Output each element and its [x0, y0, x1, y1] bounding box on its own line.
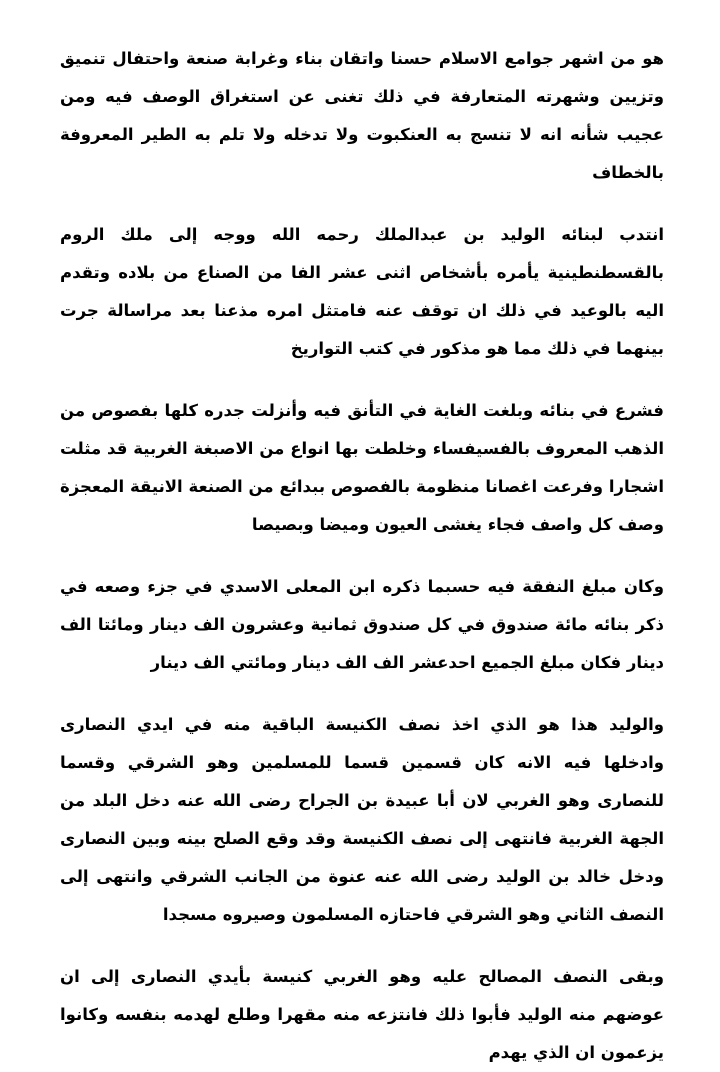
paragraph-2: انتدب لبنائه الوليد بن عبدالملك رحمه الله ووجه إلى ملك الروم بالقسطنطينية يأمره بأشخاص اثنى عشر الفا من الصناع من بلاده وتقدم اليه بالوعيد في ذلك ان توقف عنه فامتثل امره مذعنا بعد مراسالة جرت بينهما في ذلك مما هو مذكور في كتب التواريخ [60, 225, 664, 358]
paragraph-4: وكان مبلغ النفقة فيه حسبما ذكره ابن المعلى الاسدي في جزء وصعه في ذكر بنائه مائة صندوق في كل صندوق ثمانية وعشرون الف دينار ومائتا الف دينار فكان مبلغ الجميع احدعشر الف الف دينار ومائتي الف دينار [60, 577, 664, 672]
paragraph-3: فشرع في بنائه وبلغت الغاية في التأنق فيه وأنزلت جدره كلها بفصوص من الذهب المعروف بالفسيفساء وخلطت بها انواع من الاصبغة الغربية قد مثلت اشجارا وفرعت اغصانا منظومة بالفصوص ببدائع من الصنعة الانيقة المعجزة وصف كل واصف فجاء يغشى العيون وميضا وبصيصا [60, 401, 664, 534]
paragraph-1: هو من اشهر جوامع الاسلام حسنا واتقان بناء وغرابة صنعة واحتفال تنميق وتزيين وشهرته المتعارفة في ذلك تغنى عن استغراق الوصف فيه ومن عجيب شأنه انه لا تنسج به العنكبوت ولا تدخله ولا تلم به الطير المعروفة بالخطاف [60, 49, 664, 182]
paragraph-6: وبقى النصف المصالح عليه وهو الغربي كنيسة بأيدي النصارى إلى ان عوضهم منه الوليد فأبوا ذلك فانتزعه منه مقهرا وطلع لهدمه بنفسه وكانوا يزعمون ان الذي يهدم [60, 967, 664, 1062]
paragraph-5: والوليد هذا هو الذي اخذ نصف الكنيسة الباقية منه في ايدي النصارى وادخلها فيه الانه كان قسمين قسما للمسلمين وهو الشرقي وقسما للنصارى وهو الغربي لان أبا عبيدة بن الجراح رضى الله عنه دخل البلد من الجهة الغربية فانتهى إلى نصف الكنيسة وقد وقع الصلح بينه وبين النصارى ودخل خالد بن الوليد رضى الله عنه عنوة من الجانب الشرقي وانتهى إلى النصف الثاني وهو الشرقي فاحتازه المسلمون وصيروه مسجدا [60, 715, 664, 924]
